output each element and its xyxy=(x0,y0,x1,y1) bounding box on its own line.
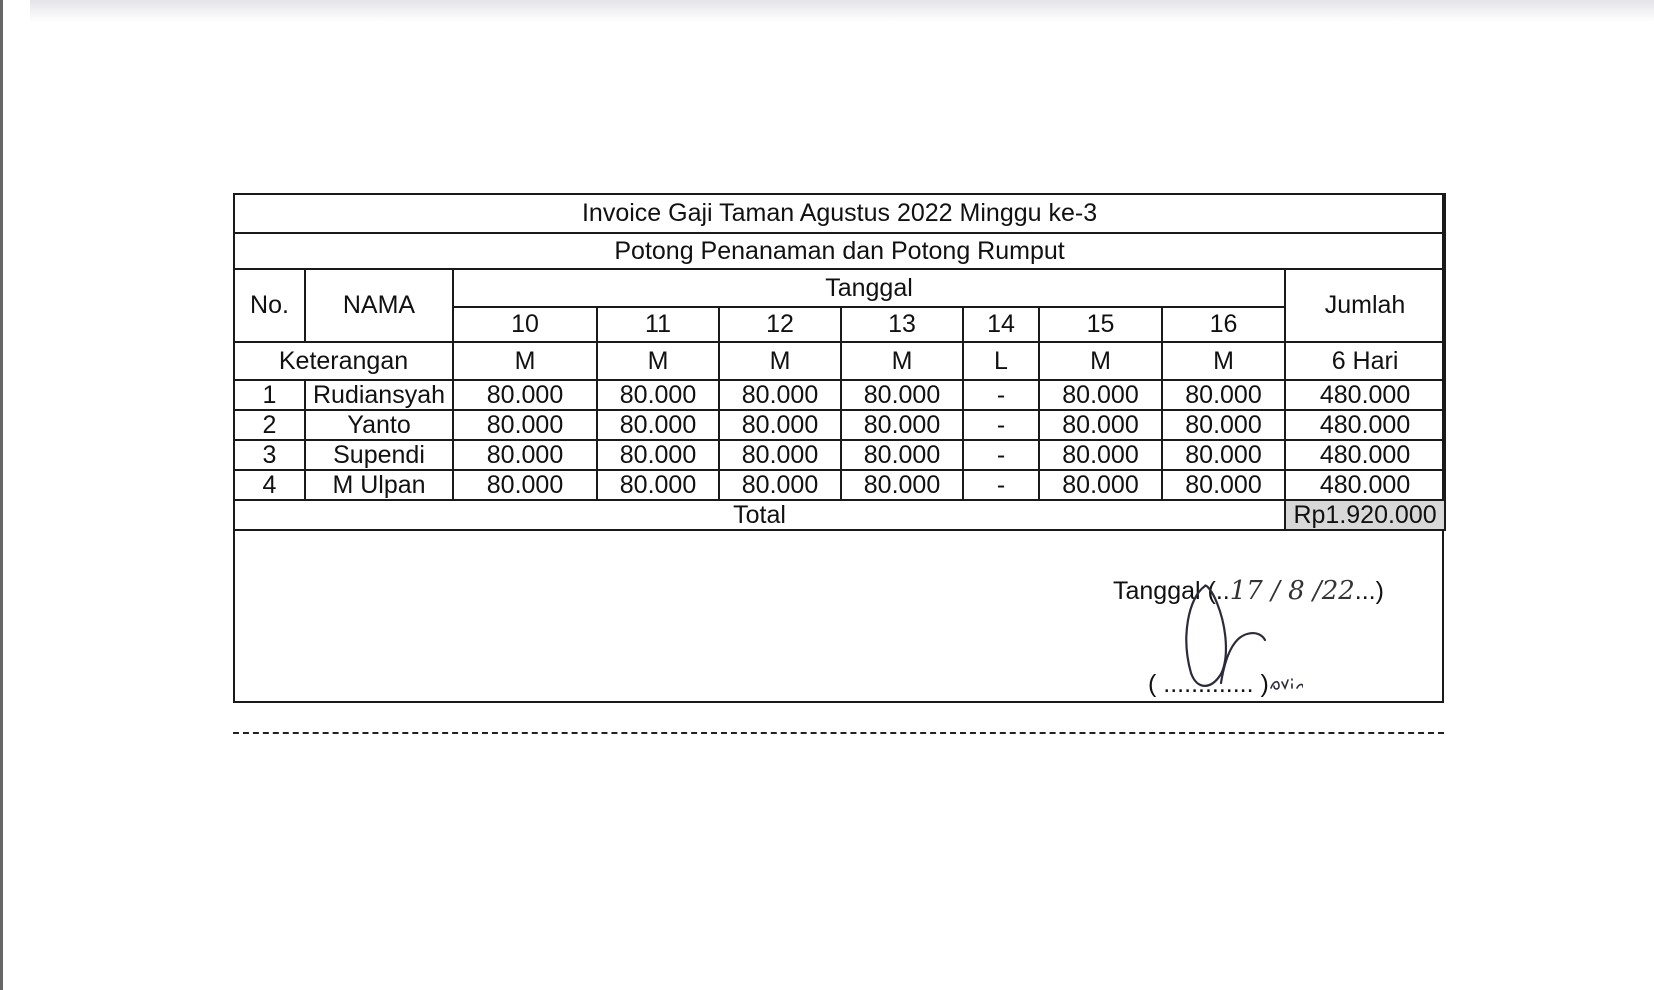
name-open: ( xyxy=(1148,670,1164,698)
invoice-title: Invoice Gaji Taman Agustus 2022 Minggu ke-3 xyxy=(234,194,1445,233)
wage-cell: 80.000 xyxy=(597,410,719,440)
date-cell: 10 xyxy=(453,307,597,342)
cut-line xyxy=(233,732,1444,734)
wage-cell: 80.000 xyxy=(1039,380,1162,410)
keterangan-row xyxy=(234,342,1445,380)
scan-edge xyxy=(0,0,3,990)
date-close: ...) xyxy=(1354,577,1384,605)
code-cell: M xyxy=(1162,342,1285,380)
name-close: ) xyxy=(1253,670,1269,698)
wage-cell: 80.000 xyxy=(841,440,963,470)
wage-cell: 80.000 xyxy=(719,440,841,470)
date-cell: 12 xyxy=(719,307,841,342)
wage-cell: 80.000 xyxy=(453,410,597,440)
wage-cell: 80.000 xyxy=(1039,470,1162,500)
wage-cell: 80.000 xyxy=(719,410,841,440)
wage-cell: - xyxy=(963,470,1039,500)
wage-cell: 80.000 xyxy=(719,470,841,500)
table-row xyxy=(234,470,1445,500)
header-tanggal: Tanggal xyxy=(453,269,1285,307)
wage-cell: 80.000 xyxy=(453,470,597,500)
signature-area xyxy=(233,548,1444,703)
row-total: 480.000 xyxy=(1285,470,1445,500)
wage-cell: - xyxy=(963,410,1039,440)
wage-cell: 80.000 xyxy=(1039,440,1162,470)
employee-name: Supendi xyxy=(305,440,453,470)
wage-cell: 80.000 xyxy=(1039,410,1162,440)
header-no: No. xyxy=(234,269,305,342)
row-number: 4 xyxy=(234,470,305,500)
wage-cell: 80.000 xyxy=(1162,440,1285,470)
code-cell: L xyxy=(963,342,1039,380)
wage-cell: 80.000 xyxy=(597,380,719,410)
row-total: 480.000 xyxy=(1285,440,1445,470)
wage-cell: 80.000 xyxy=(597,440,719,470)
wage-cell: 80.000 xyxy=(841,470,963,500)
row-number: 3 xyxy=(234,440,305,470)
wage-cell: 80.000 xyxy=(841,410,963,440)
row-total: 480.000 xyxy=(1285,410,1445,440)
wage-cell: 80.000 xyxy=(1162,380,1285,410)
employee-name: Yanto xyxy=(305,410,453,440)
total-label: Total xyxy=(234,500,1285,530)
code-cell: M xyxy=(1039,342,1162,380)
date-cell: 11 xyxy=(597,307,719,342)
date-cell: 15 xyxy=(1039,307,1162,342)
invoice-table xyxy=(233,193,1446,531)
name-dots: ............. xyxy=(1163,670,1254,698)
wage-cell: 80.000 xyxy=(1162,410,1285,440)
code-cell: M xyxy=(841,342,963,380)
row-number: 1 xyxy=(234,380,305,410)
scan-shadow xyxy=(30,0,1654,22)
employee-name: Rudiansyah xyxy=(305,380,453,410)
wage-cell: 80.000 xyxy=(453,380,597,410)
header-jumlah: Jumlah xyxy=(1285,269,1445,342)
code-cell: M xyxy=(597,342,719,380)
date-label: Tanggal xyxy=(1113,577,1201,605)
grand-total: Rp1.920.000 xyxy=(1285,500,1445,530)
code-cell: M xyxy=(453,342,597,380)
date-cell: 16 xyxy=(1162,307,1285,342)
header-nama: NAMA xyxy=(305,269,453,342)
date-open: (.. xyxy=(1207,577,1230,605)
table-row xyxy=(234,380,1445,410)
signature-name-line xyxy=(1148,670,1269,699)
wage-cell: 80.000 xyxy=(453,440,597,470)
invoice-subtitle: Potong Penanaman dan Potong Rumput xyxy=(234,233,1445,269)
wage-cell: 80.000 xyxy=(597,470,719,500)
row-number: 2 xyxy=(234,410,305,440)
row-total: 480.000 xyxy=(1285,380,1445,410)
date-cell: 14 xyxy=(963,307,1039,342)
date-cell: 13 xyxy=(841,307,963,342)
wage-cell: 80.000 xyxy=(1162,470,1285,500)
keterangan-label: Keterangan xyxy=(234,342,453,380)
wage-cell: 80.000 xyxy=(841,380,963,410)
wage-cell: - xyxy=(963,440,1039,470)
table-row xyxy=(234,440,1445,470)
table-row xyxy=(234,410,1445,440)
handwritten-date: 17 / 8 /22 xyxy=(1229,576,1355,606)
days-total: 6 Hari xyxy=(1285,342,1445,380)
total-row xyxy=(234,500,1445,530)
code-cell: M xyxy=(719,342,841,380)
wage-cell: 80.000 xyxy=(719,380,841,410)
wage-cell: - xyxy=(963,380,1039,410)
employee-name: M Ulpan xyxy=(305,470,453,500)
